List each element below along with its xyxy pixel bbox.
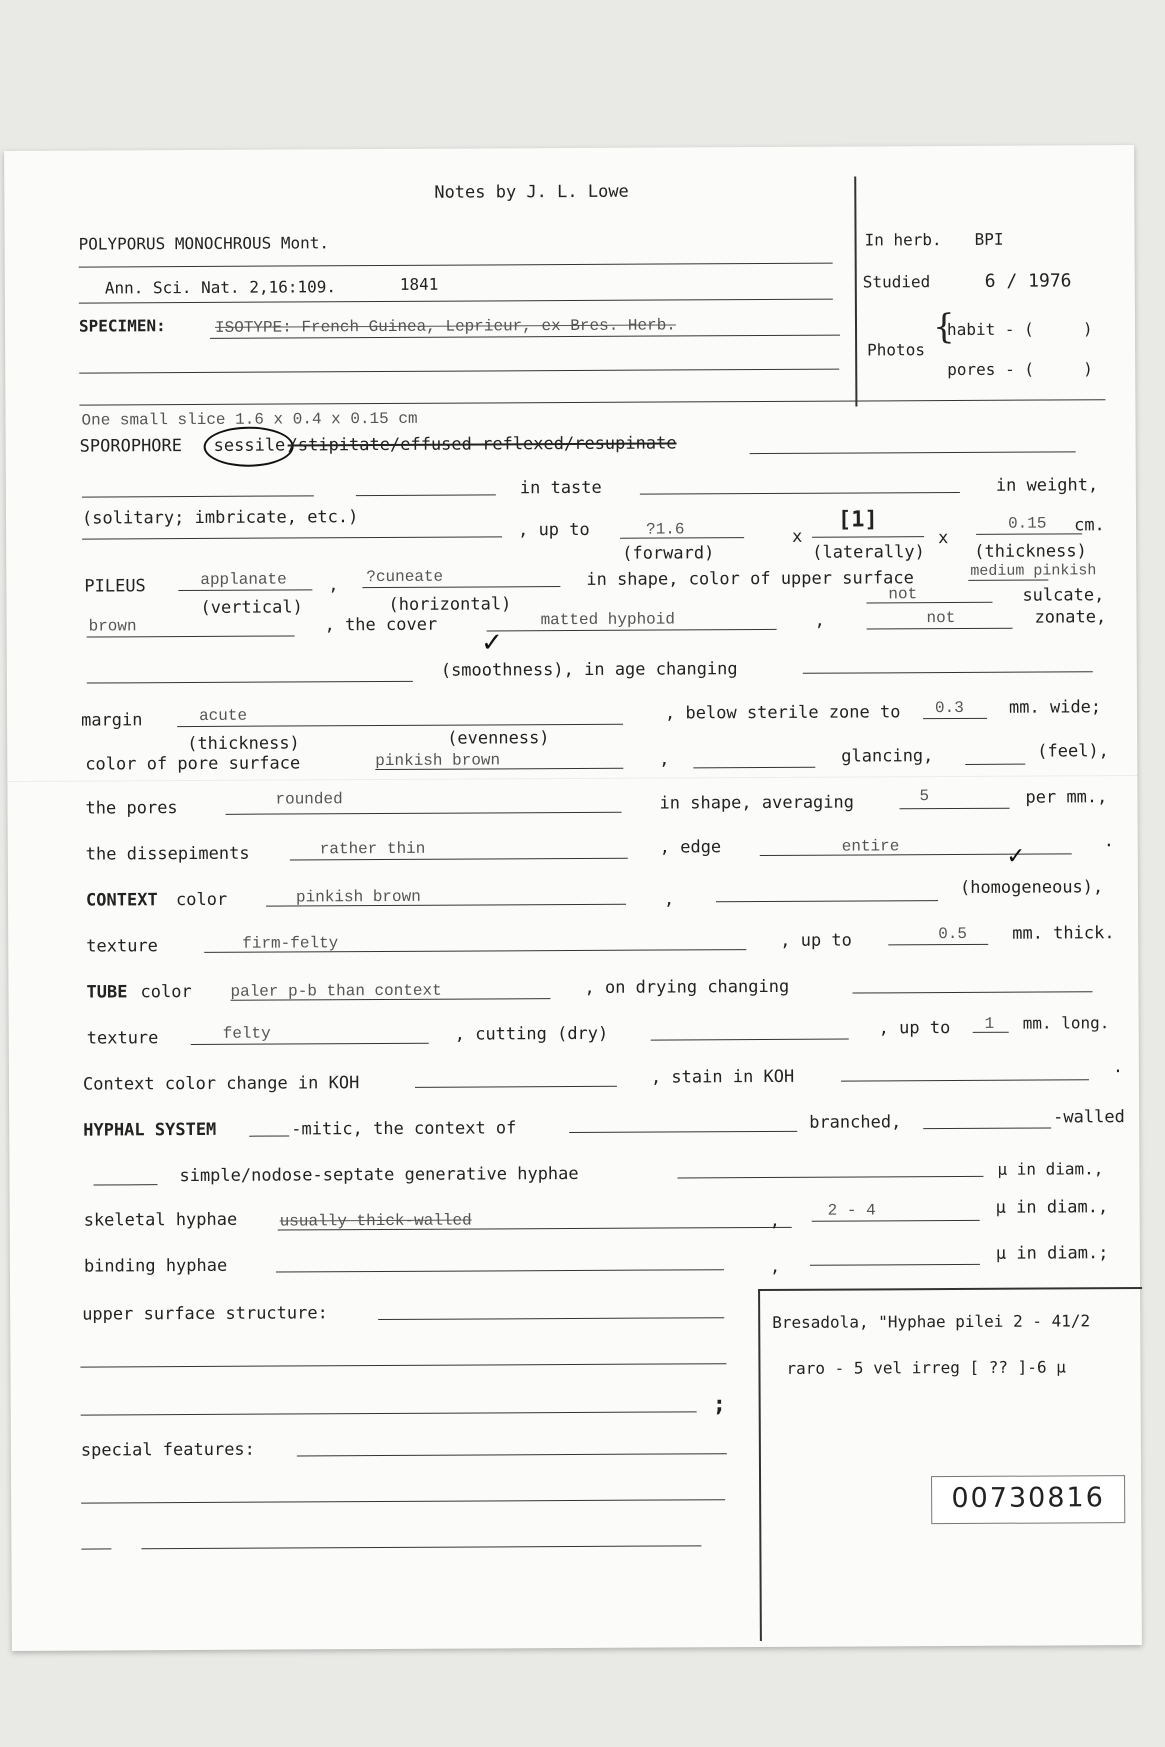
rule [750, 451, 1076, 454]
bresadola-box [758, 1287, 1144, 1641]
pileus-label: PILEUS [84, 576, 146, 597]
forward-value: ?1.6 [646, 520, 685, 539]
context-color-value: pinkish brown [295, 887, 421, 907]
rule [79, 369, 839, 374]
specimen-label: SPECIMEN: [78, 316, 166, 336]
zonate-label: zonate, [1034, 607, 1107, 628]
zonate-value: not [926, 608, 956, 628]
rule [141, 1545, 701, 1549]
rule [900, 808, 1010, 810]
mm-thick: mm. thick. [1012, 923, 1115, 944]
in-herb-value: BPI [974, 229, 1004, 249]
margin-label: margin [81, 710, 143, 731]
notes-by: Notes by J. L. Lowe [434, 181, 629, 203]
forward-label: (forward) [622, 543, 715, 564]
taxon-name: POLYPORUS MONOCHROUS Mont. [78, 233, 330, 254]
skeletal-label: skeletal hyphae [83, 1209, 238, 1231]
upper-color-1: medium pinkish [970, 562, 1097, 580]
rule [677, 1176, 983, 1179]
mu-diam-1: µ in diam., [997, 1159, 1104, 1179]
edge-label: , edge [659, 837, 722, 858]
rule [965, 764, 1025, 765]
comma: , [769, 1210, 780, 1231]
comma: , [814, 610, 825, 631]
rule [812, 536, 924, 538]
averaging-text: in shape, averaging [659, 792, 855, 814]
shape-text: in shape, color of upper surface [586, 568, 914, 590]
rule [81, 1548, 111, 1549]
rule [973, 1032, 1009, 1033]
rule [226, 812, 622, 815]
context-up-to: , up to [780, 930, 852, 951]
rule [79, 299, 833, 304]
evenness-label: (evenness) [447, 728, 550, 749]
comma: , [663, 889, 675, 910]
studied-value: 6 / 1976 [984, 270, 1072, 292]
rule [297, 1453, 727, 1456]
check-mark-icon: ✓ [482, 624, 501, 660]
context-texture-value: firm-felty [242, 934, 339, 953]
vertical-label: (vertical) [200, 597, 303, 618]
homogeneous-check-icon: ✓ [1007, 840, 1024, 871]
binding-label: binding hyphae [83, 1255, 228, 1277]
thickness-value: 0.15 [1007, 514, 1047, 533]
rule [569, 1131, 797, 1133]
in-weight: in weight, [995, 475, 1099, 496]
dissepiments-value: rather thin [319, 839, 426, 859]
times-1: x [792, 526, 803, 547]
hyphal-label: HYPHAL SYSTEM [83, 1119, 217, 1141]
unit-cm: cm. [1074, 515, 1105, 536]
rule [976, 533, 1082, 535]
rule [852, 991, 1092, 993]
skeletal-size: 2 - 4 [827, 1201, 876, 1220]
rule [716, 900, 938, 902]
upper-surface-label: upper surface structure: [82, 1303, 328, 1325]
mitic-text: -mitic, the context of [291, 1118, 517, 1140]
pileus-horizontal-value: ?cuneate [366, 567, 444, 587]
the-cover: , the cover [324, 614, 438, 636]
rule [651, 1039, 849, 1041]
rule [693, 767, 815, 769]
rule [356, 494, 496, 496]
context-thick-value: 0.5 [938, 924, 968, 944]
bresadola-line-1: Bresadola, "Hyphae pilei 2 - 41/2 [772, 1311, 1091, 1332]
citation-year: 1841 [399, 274, 439, 294]
rule [87, 635, 295, 637]
mm-long: mm. long. [1022, 1013, 1110, 1033]
slice-note: One small slice 1.6 x 0.4 x 0.15 cm [81, 409, 418, 430]
homogeneous-label: (homogeneous), [959, 877, 1104, 898]
mm-wide: mm. wide; [1008, 697, 1102, 718]
rule [415, 1086, 617, 1088]
photos-label: Photos [867, 340, 925, 360]
tube-long-value: 1 [984, 1014, 995, 1033]
thickness-label: (thickness) [187, 733, 300, 755]
tube-texture-label: texture [86, 1028, 159, 1049]
cutting-dry: , cutting (dry) [454, 1023, 609, 1045]
rule [80, 1363, 726, 1367]
mu-diam-3: µ in diam.; [995, 1243, 1109, 1264]
rule [841, 1079, 1089, 1081]
rule [487, 629, 777, 632]
sporophore-label: SPOROPHORE [79, 436, 183, 457]
rule [81, 1411, 697, 1415]
avg-value: 5 [919, 787, 930, 806]
sulcate-label: sulcate, [1022, 585, 1105, 606]
pores-label: the pores [85, 798, 178, 819]
walled: -walled [1053, 1107, 1125, 1128]
rule [923, 1127, 1051, 1129]
thickness-label: (thickness) [974, 541, 1087, 562]
fold-line [7, 775, 1137, 782]
in-taste: in taste [519, 477, 602, 499]
koh-stain: , stain in KOH [650, 1066, 795, 1088]
rule [79, 263, 833, 268]
struck-options: /stipitate/effused-reflexed/resupinate [287, 433, 677, 456]
per-mm: per mm., [1025, 787, 1108, 808]
pores-label: pores - ( [947, 359, 1034, 380]
rule [378, 1317, 724, 1320]
tube-up-to: , up to [878, 1018, 951, 1039]
rule [191, 1043, 429, 1045]
solitary-hint: (solitary; imbricate, etc.) [81, 507, 359, 529]
rule [249, 1135, 289, 1136]
period: . [1112, 1057, 1124, 1078]
rule [810, 1264, 980, 1266]
laterally-label: (laterally) [812, 542, 925, 563]
special-features-label: special features: [80, 1439, 255, 1461]
mu-diam-2: µ in diam., [995, 1197, 1109, 1218]
pores-value: rounded [275, 790, 343, 809]
sessile-option: sessile [213, 435, 286, 456]
cover-value: matted hyphoid [540, 610, 676, 630]
upper-color-2: brown [88, 617, 137, 636]
specimen-value: ISOTYPE: French Guinea, Leprieur, ex Bres. Herb. [214, 316, 676, 337]
habit-label: habit - ( [946, 319, 1034, 340]
tube-color-value: paler p-b than context [230, 981, 442, 1001]
branched: branched, [809, 1112, 902, 1133]
rule [79, 399, 1105, 405]
generative-text: simple/nodose-septate generative hyphae [179, 1163, 579, 1187]
comma: , [659, 749, 670, 770]
dissepiments-label: the dissepiments [85, 843, 250, 865]
tube-label: TUBE [86, 982, 128, 1003]
rule [87, 681, 413, 684]
laterally-value: [1] [837, 507, 878, 533]
tube-texture-value: felty [222, 1024, 271, 1043]
rule [923, 718, 987, 719]
rule [640, 492, 960, 495]
specimen-sheet [4, 145, 1142, 1651]
sulcate-value: not [888, 585, 918, 604]
skeletal-value: usually thick-walled [279, 1211, 472, 1231]
on-drying: , on drying changing [584, 976, 790, 998]
margin-value: acute [198, 706, 248, 725]
rule [812, 1220, 980, 1222]
up-to: , up to [518, 519, 590, 541]
photos-brace-top: { [932, 306, 955, 348]
semicolon: ; [712, 1392, 726, 1418]
tube-color-label: color [140, 981, 192, 1003]
panel-divider [854, 177, 857, 407]
edge-value: entire [841, 837, 900, 856]
rule [362, 586, 560, 588]
period: . [1103, 831, 1115, 852]
rule [866, 602, 992, 604]
barcode-number: 00730816 [931, 1475, 1125, 1524]
context-texture-label: texture [86, 936, 158, 957]
sterile-value: 0.3 [934, 698, 964, 718]
rule [178, 589, 312, 591]
rule [803, 671, 1093, 674]
bresadola-line-2: raro - 5 vel irreg [ ?? ]-6 µ [786, 1357, 1066, 1378]
smoothness-text: (smoothness), in age changing [440, 659, 738, 681]
glancing: glancing, [841, 746, 934, 767]
rule [93, 1184, 157, 1185]
rule [82, 536, 502, 539]
context-label: CONTEXT [85, 890, 158, 911]
habit-close: ) [1082, 319, 1093, 339]
rule [760, 853, 1072, 856]
rule [867, 628, 1013, 630]
koh-color-change: Context color change in KOH [82, 1073, 360, 1095]
comma: , [769, 1256, 781, 1277]
sterile-text: , below sterile zone to [664, 702, 901, 724]
comma: , [328, 575, 339, 596]
pore-surface-value: pinkish brown [375, 751, 501, 771]
studied-label: Studied [862, 272, 931, 292]
rule [888, 944, 988, 946]
in-herb-label: In herb. [864, 230, 942, 250]
context-color-label: color [175, 889, 228, 911]
times-2: x [938, 528, 949, 549]
rule [81, 1499, 725, 1503]
pores-close: ) [1083, 359, 1093, 379]
rule [82, 495, 314, 497]
rule [276, 1269, 724, 1272]
feel: (feel), [1037, 741, 1109, 762]
pileus-vertical-value: applanate [200, 570, 287, 589]
citation: Ann. Sci. Nat. 2,16:109. [104, 277, 337, 298]
horizontal-label: (horizontal) [388, 594, 512, 615]
pore-surface-label: color of pore surface [85, 753, 301, 775]
